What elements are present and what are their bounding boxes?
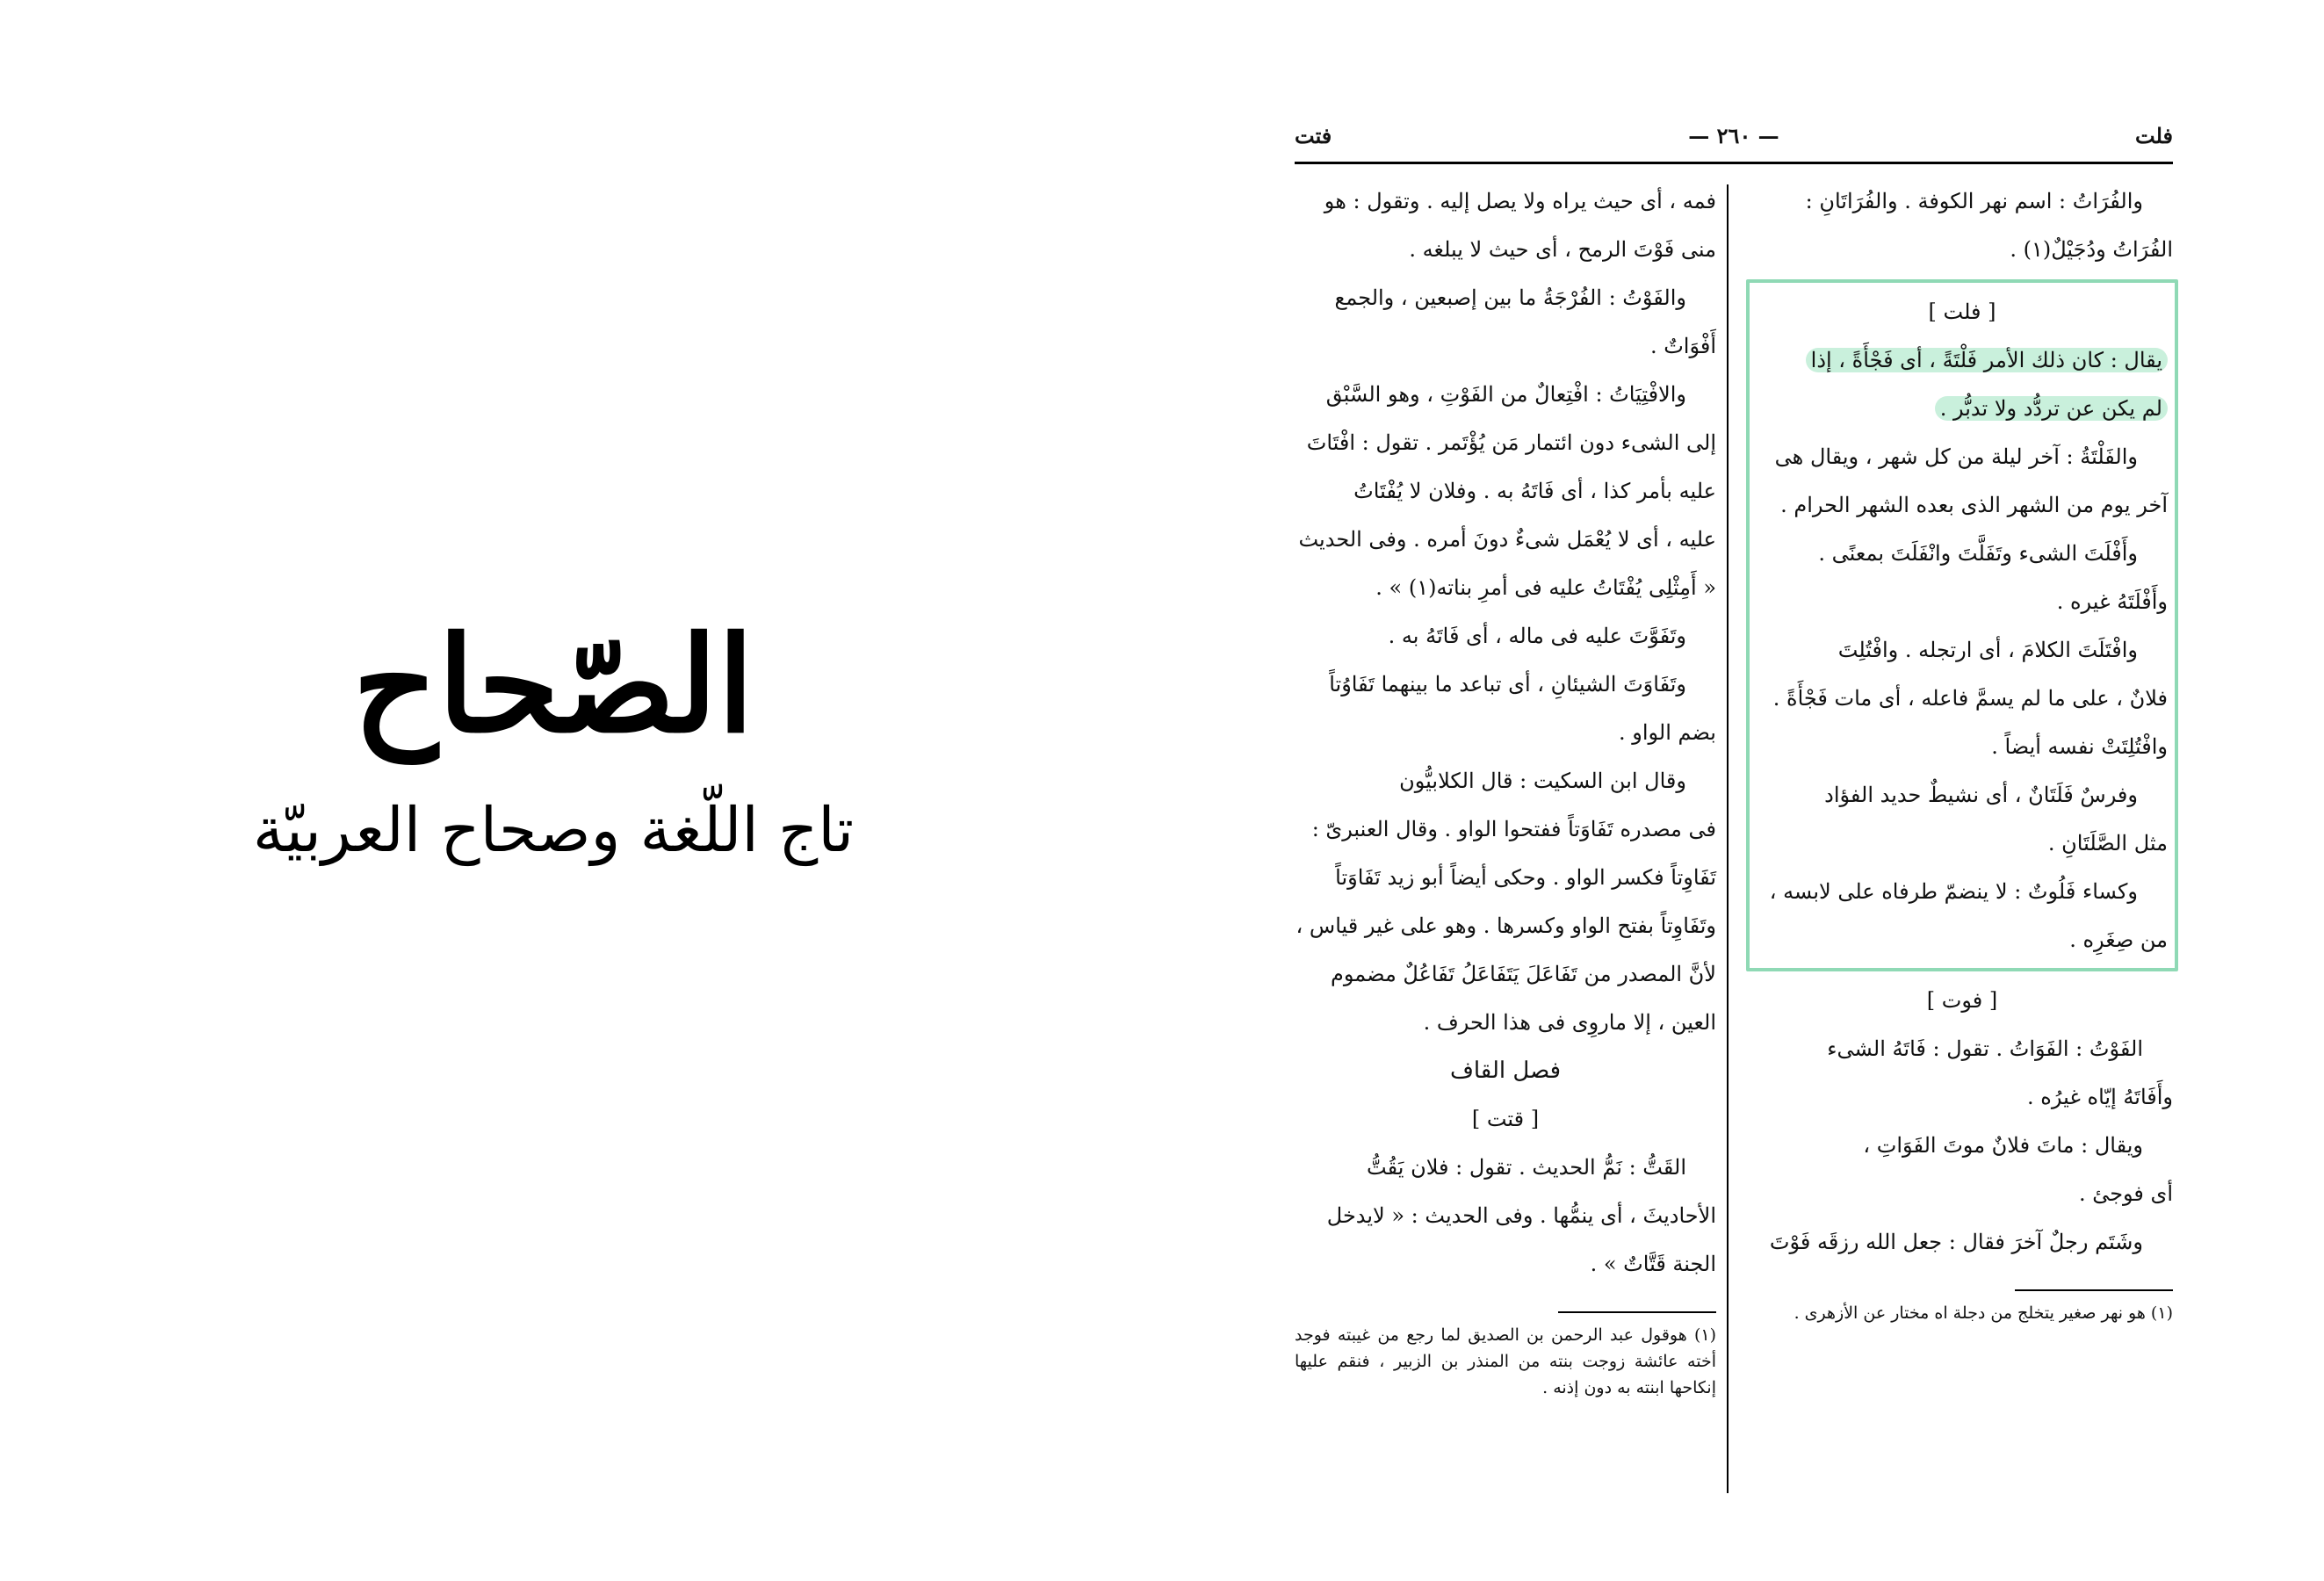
paragraph: الجنة قَتَّاتٌ » .: [1590, 1252, 1716, 1276]
left-column: [1295, 177, 1716, 1401]
paragraph: فلانٌ ، على ما لم يسمَّ فاعله ، أى مات فَجْأَةً .: [1772, 686, 2168, 711]
paragraph: وافْتُلِتَتْ نفسه أيضاً .: [1991, 734, 2168, 759]
paragraph: وافْتَلَتَ الكلامَ ، أى ارتجله . وافْتُلِتَ: [1837, 638, 2138, 662]
highlighted-text: لم يكن عن تردُّد ولا تدبُّر .: [1935, 396, 2168, 421]
paragraph: من صِغَرِه .: [2069, 928, 2168, 952]
paragraph: وكساء فَلُوتٌ : لا ينضمّ طرفاه على لابسه ،: [1769, 879, 2138, 904]
paragraph: مثل الصَّلَتَانِ .: [2047, 831, 2168, 855]
column-divider: [1727, 184, 1729, 1493]
page-header: [1295, 123, 2173, 162]
paragraph: أَفْوَاتٌ .: [1649, 334, 1716, 358]
paragraph: فى مصدره تَفَاوَتاً ففتحوا الواو . وقال العنبرىّ :: [1311, 817, 1716, 841]
dictionary-page: [1295, 123, 2173, 1493]
paragraph: الفَوْتُ : الفَوَاتُ . تقول : فَاتَهُ الشىء: [1827, 1036, 2143, 1061]
entry-falata-box: [1746, 279, 2178, 971]
paragraph: وقال ابن السكيت : قال الكلابيُّون: [1399, 769, 1686, 793]
paragraph: والفَوْتُ : الفُرْجَةُ ما بين إصبعين ، والجمع: [1334, 285, 1686, 310]
paragraph: تَفَاوِتاً فكسر الواو . وحكى أيضاً أبو زيد تَفَاوَتاً: [1335, 865, 1716, 890]
entry-head: [ فوت ]: [1926, 988, 1998, 1013]
paragraph: والفَلْتَةُ : آخر ليلة من كل شهر ، ويقال هى: [1774, 444, 2138, 469]
paragraph: « أَمِثْلِى يُفْتَاتُ عليه فى أمرِ بناته(١) » .: [1375, 575, 1716, 600]
paragraph: عليه بأمر كذا ، أى فَاتَهُ به . وفلان لا يُفْتَاتُ: [1353, 479, 1716, 503]
paragraph: وفرسٌ فَلَتَانٌ ، أى نشيطٌ حديد الفؤاد: [1824, 783, 2138, 807]
header-left-keyword: فتت: [1295, 123, 1332, 148]
paragraph: ويقال : ماتَ فلانٌ موتَ الفَوَاتِ ،: [1863, 1133, 2143, 1158]
cover-calligraphy: [246, 597, 861, 966]
cover-title: الصّحاح: [352, 608, 754, 762]
paragraph: بضم الواو .: [1619, 720, 1716, 745]
header-rule: [1295, 162, 2173, 164]
page-number: — ٢٦٠ —: [1688, 123, 1779, 148]
paragraph: وتَفَاوِتاً بفتح الواو وكسرها . وهو على غير قياس ،: [1296, 913, 1716, 938]
footnote: (١) هو نهر صغير يتخلج من دجلة اه مختار عن الأزهرى .: [1794, 1303, 2173, 1323]
paragraph: العين ، إلا ماروِى فى هذا الحرف .: [1423, 1010, 1716, 1035]
paragraph: إلى الشىء دون ائتمار مَن يُؤْتَمر . تقول : افْتَاتَ: [1306, 430, 1716, 455]
paragraph: وأَفْلَتَهُ غيره .: [2056, 589, 2168, 614]
paragraph: وأَفَاتَهُ إيّاه غيرُه .: [2027, 1085, 2173, 1109]
paragraph: عليه ، أى لا يُعْمَل شىءٌ دونَ أمره . وفى الحديث: [1298, 527, 1716, 552]
paragraph: والفُرَاتُ : اسم نهر الكوفة . والفُرَاتَانِ :: [1805, 189, 2143, 213]
paragraph: منى فَوْتَ الرمح ، أى حيث لا يبلغه .: [1409, 237, 1716, 262]
highlighted-text: يقال : كان ذلك الأمر فَلْتَةً ، أى فَجْأَةً ، إذا: [1806, 348, 2168, 372]
footnote-rule: [1558, 1311, 1716, 1313]
paragraph: فمه ، أى حيث يراه ولا يصل إليه . وتقول : هو: [1324, 189, 1716, 213]
right-column: [1751, 177, 2173, 1326]
paragraph: وتَفَوَّتَ عليه فى ماله ، أى فَاتَهُ به .: [1388, 624, 1686, 648]
paragraph: وشَتَم رجلٌ آخرَ فقال : جعل الله رزقَه فَوْتَ: [1769, 1230, 2143, 1254]
entry-head: [ فلت ]: [1928, 300, 1996, 324]
paragraph: وتَفَاوَتَ الشيئانِ ، أى تباعد ما بينهما تَفَاوُتاً: [1329, 672, 1686, 697]
entry-head: [ قتت ]: [1471, 1107, 1540, 1131]
footnote-rule: [2015, 1289, 2173, 1291]
cover-subtitle: تاج اللّغة وصحاح العربيّة: [252, 794, 855, 866]
footnote: (١) هوقول عبد الرحمن بن الصديق لما رجع من غيبته فوجد أخته عائشة زوجت بنته من المنذر بن الزبير ، فنقم عليها إنكاحها ابنته به دون إذنه .: [1295, 1325, 1716, 1397]
paragraph: وأَفْلَتَ الشىء وتَفَلَّتَ وانْفَلَتَ بمعنًى .: [1818, 541, 2138, 566]
paragraph: الأحاديثَ ، أى ينمُّها . وفى الحديث : « لايدخل: [1326, 1203, 1716, 1228]
paragraph: أى فوجئ .: [2078, 1181, 2173, 1206]
paragraph: الفُرَاتُ ودُجَيْلٌ(١) .: [2010, 237, 2173, 262]
section-title: فصل القاف: [1449, 1058, 1562, 1084]
paragraph: آخر يوم من الشهر الذى بعده الشهر الحرام .: [1780, 493, 2168, 517]
paragraph: القَتُّ : نَمُّ الحديث . تقول : فلان يَقُتُّ: [1367, 1155, 1686, 1180]
paragraph: لأنَّ المصدر من تَفَاعَلَ يَتَفَاعَلُ تَفَاعُلٌ مضموم: [1331, 962, 1716, 986]
paragraph: والافْتِيَاتُ : افْتِعالٌ من الفَوْتِ ، وهو السَّبْق: [1325, 382, 1686, 407]
header-right-keyword: فلت: [2135, 123, 2173, 148]
